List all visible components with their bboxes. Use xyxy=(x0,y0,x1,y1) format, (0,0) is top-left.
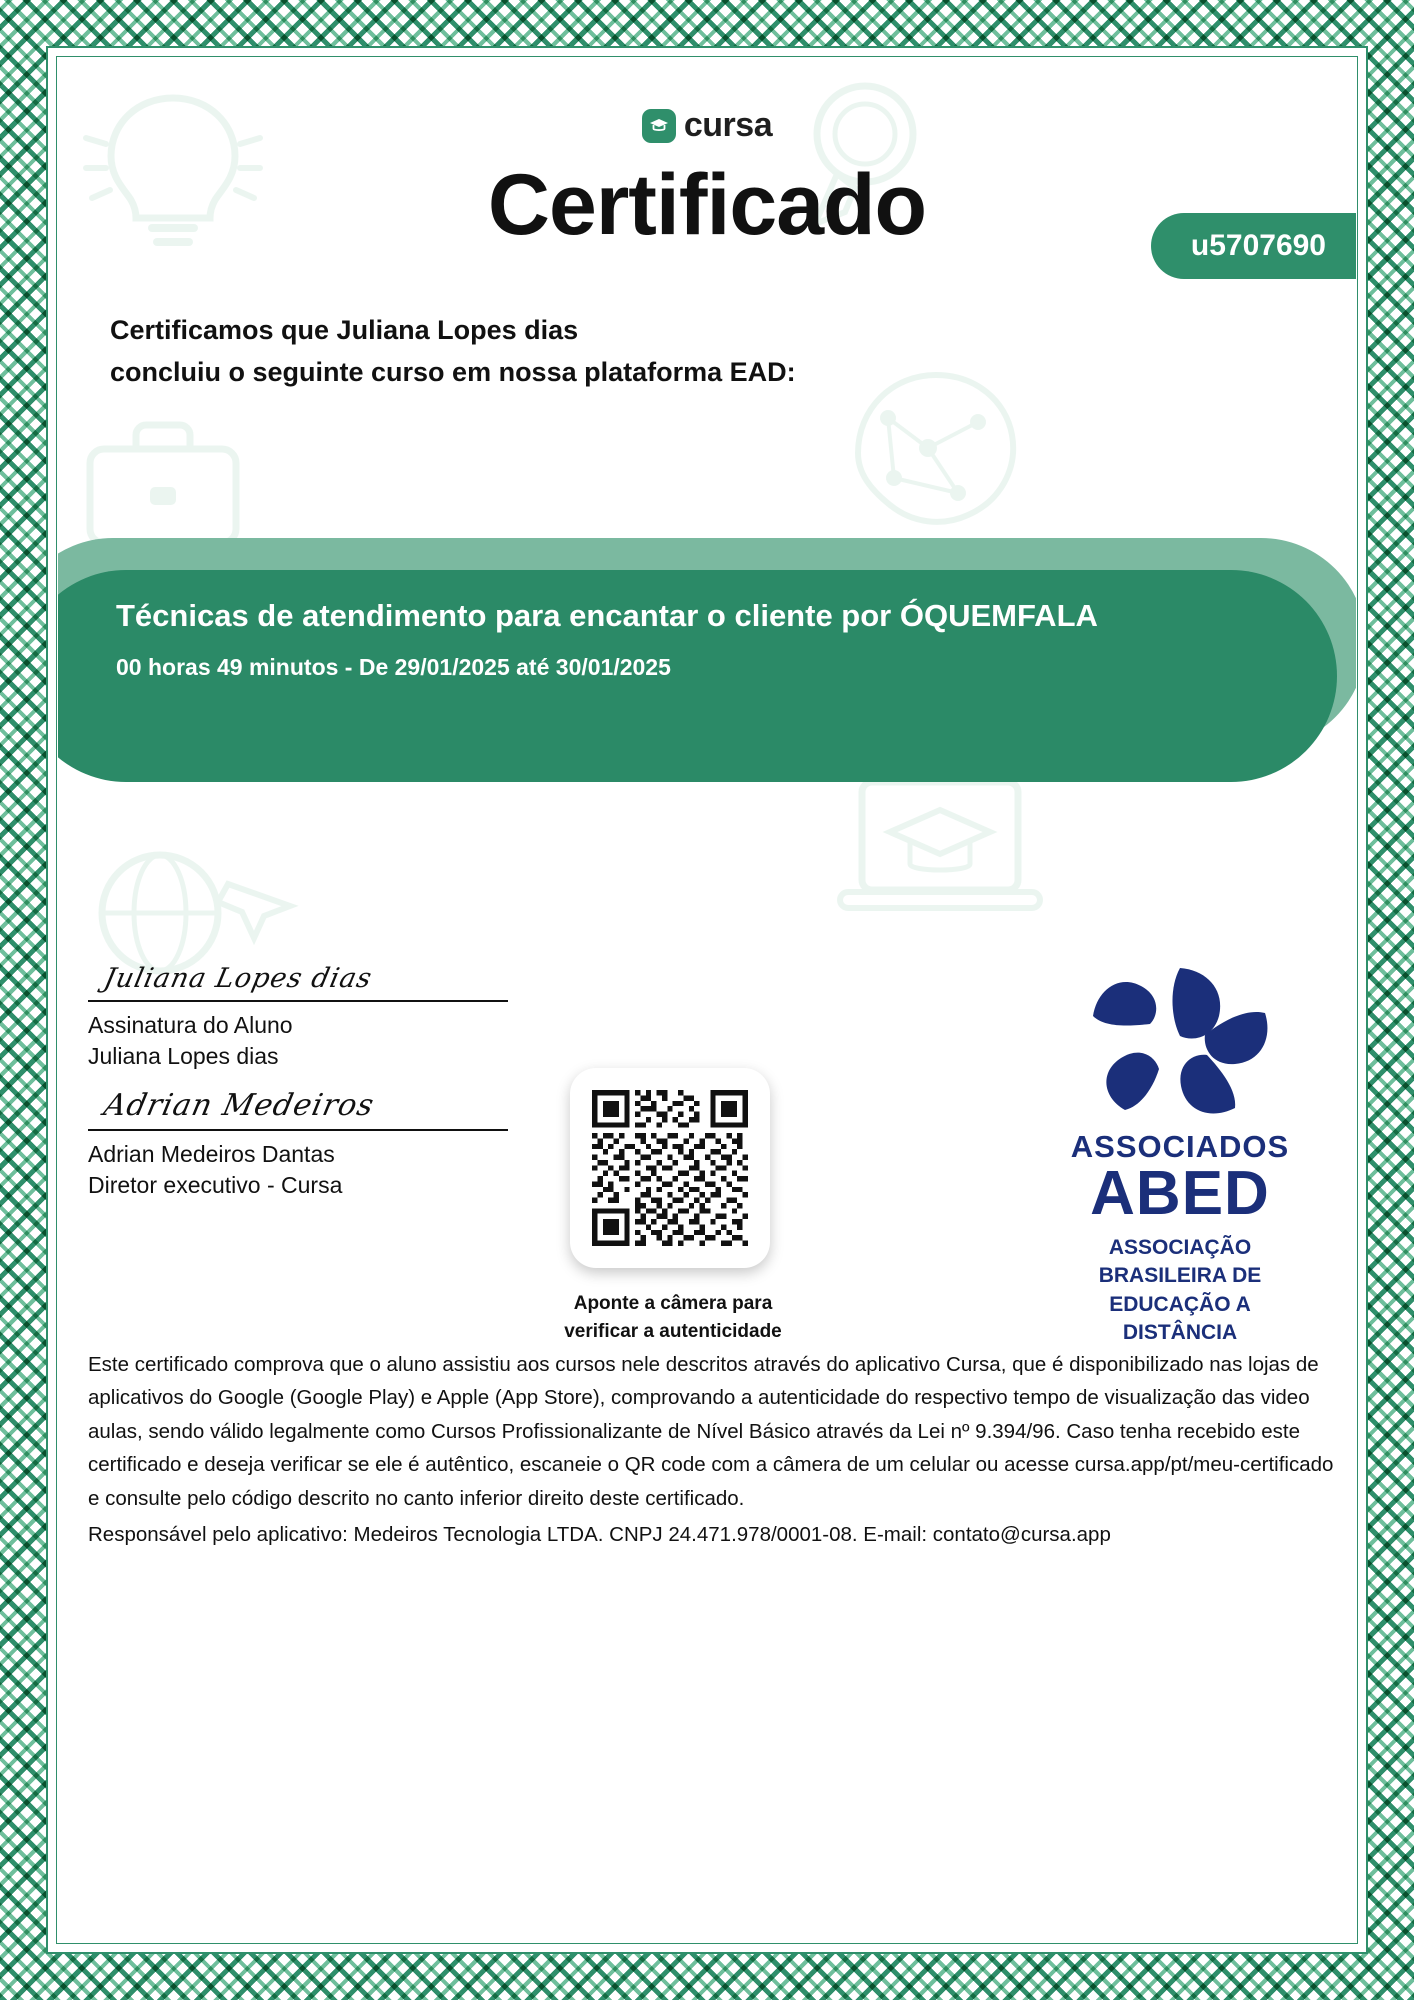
page-title: Certificado xyxy=(487,157,927,253)
certificate-content xyxy=(58,58,1356,1942)
abed-acronym: ABED xyxy=(1090,1159,1270,1228)
footer-paragraph: Este certificado comprova que o aluno assistiu aos cursos nele descritos através do aplicativo Cursa, que é disponibilizado nas lojas de aplicativos do Google (Google Play) e Apple (App Store), comprovando a autenticidade do respectivo tempo de visualização das video aulas, sendo válido legalmente como Cursos Profissionalizante de Nível Básico através da Lei nº 9.394/96. Caso tenha recebido este certificado e deseja verificar se ele é autêntico, escaneie o QR code com a câmera de um celular ou acesse cursa.app/pt/meu-certificado e consulte pelo código descrito no canto inferior direito deste certificado. xyxy=(88,1353,1334,1510)
signature-line xyxy=(88,1129,508,1131)
director-signature-label xyxy=(88,1139,558,1201)
course-duration-dates: 00 horas 49 minutos - De 29/01/2025 até 30/01/2025 xyxy=(116,654,671,681)
director-name: Adrian Medeiros Dantas xyxy=(88,1141,335,1167)
abed-full-name xyxy=(1030,1234,1330,1347)
abed-line-1: ASSOCIAÇÃO xyxy=(1108,1235,1252,1259)
qr-caption-line-1: Aponte a câmera para xyxy=(573,1293,773,1314)
footer-legal-text xyxy=(88,1348,1346,1551)
qr-code-icon xyxy=(592,1090,748,1246)
student-signature-name: Juliana Lopes dias xyxy=(88,1043,279,1070)
brain-network-watermark-icon xyxy=(798,358,1028,548)
director-role: Diretor executivo - Cursa xyxy=(88,1172,343,1199)
director-signature-block xyxy=(88,1088,558,1201)
intro-text xyxy=(110,310,796,394)
abed-seal xyxy=(1030,958,1330,1347)
qr-caption-line-2: verificar a autenticidade xyxy=(564,1320,782,1342)
student-signature-role: Assinatura do Aluno xyxy=(88,1012,293,1038)
briefcase-watermark-icon xyxy=(78,413,248,553)
course-banner-text xyxy=(116,596,1246,681)
student-signature-script: Juliana Lopes dias xyxy=(101,963,376,994)
brand-logo xyxy=(58,106,1356,145)
qr-code[interactable] xyxy=(570,1068,770,1268)
certificate-code-badge: u5707690 xyxy=(1151,213,1356,279)
intro-line-1: Certificamos que Juliana Lopes dias xyxy=(110,315,579,345)
intro-line-2: concluiu o seguinte curso em nossa plataforma EAD: xyxy=(110,356,796,387)
course-name: Técnicas de atendimento para encantar o cliente por ÓQUEMFALA xyxy=(116,598,1098,633)
abed-associados-label: ASSOCIADOS xyxy=(1070,1129,1290,1164)
course-banner xyxy=(58,538,1356,798)
signature-line xyxy=(88,1000,508,1002)
brand-name: cursa xyxy=(683,106,773,144)
abed-line-4: DISTÂNCIA xyxy=(1122,1320,1238,1344)
abed-line-2: BRASILEIRA DE xyxy=(1098,1264,1262,1288)
abed-pinwheel-icon xyxy=(1085,958,1275,1123)
student-signature-block xyxy=(88,963,558,1072)
qr-caption xyxy=(528,1290,818,1345)
graduation-cap-icon xyxy=(642,109,676,143)
director-signature-script: Adrian Medeiros xyxy=(100,1088,378,1123)
student-signature-label xyxy=(88,1010,558,1072)
abed-line-3: EDUCAÇÃO A xyxy=(1109,1292,1251,1316)
footer-responsavel: Responsável pelo aplicativo: Medeiros Tecnologia LTDA. CNPJ 24.471.978/0001-08. E-mail: contato@cursa.app xyxy=(88,1523,1111,1547)
